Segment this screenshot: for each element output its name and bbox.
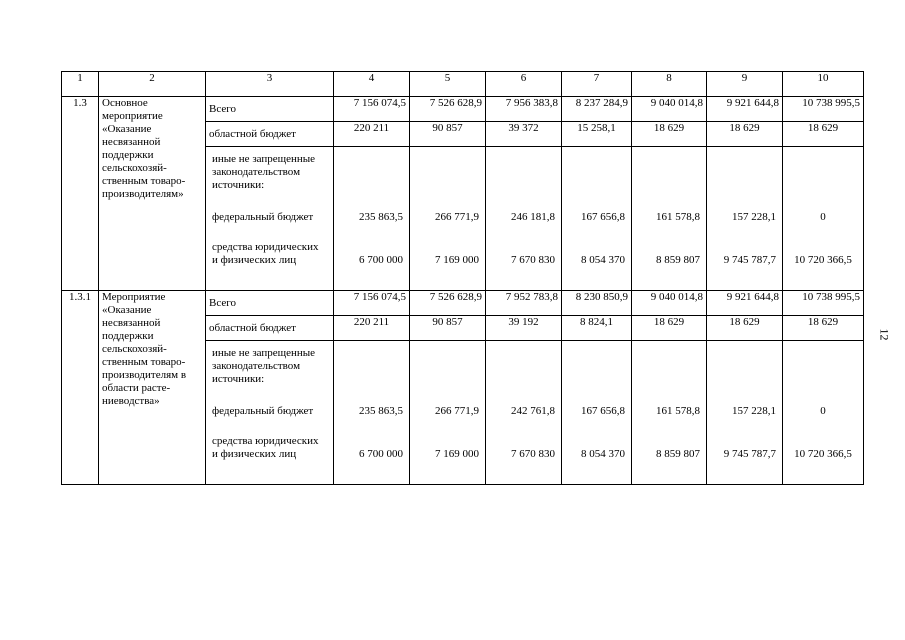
value-cell: 90 857 [410, 122, 486, 147]
legal-value: 10 720 366,5 [794, 448, 852, 460]
value-cell: 9 921 644,8 [707, 97, 783, 122]
legal-value: 9 745 787,7 [723, 254, 776, 266]
header-cell: 5 [410, 72, 486, 97]
row-label-total: Всего [206, 97, 334, 122]
value-cell [486, 147, 562, 291]
table-row [62, 291, 864, 316]
value-cell: 10 738 995,5 [783, 97, 864, 122]
row-label-total: Всего [206, 291, 334, 316]
value-cell: 7 526 628,9 [410, 291, 486, 316]
header-cell: 6 [486, 72, 562, 97]
federal-value: 242 761,8 [511, 405, 555, 417]
legal-value: 10 720 366,5 [794, 254, 852, 266]
value-cell: 8 230 850,9 [562, 291, 632, 316]
value-cell: 18 629 [707, 122, 783, 147]
header-cell: 4 [334, 72, 410, 97]
section-name: Основное мероприятие «Оказание несвязанной поддержки сельскохозяй-ственным товаро-производителям» [99, 97, 206, 291]
program-funding-table [61, 71, 864, 485]
federal-value: 167 656,8 [581, 211, 625, 223]
value-cell [707, 341, 783, 485]
row-label-legal-entities: средства юридических и физических лиц [212, 435, 319, 460]
value-cell: 15 258,1 [562, 122, 632, 147]
row-label-other-sources [206, 147, 334, 291]
header-cell: 10 [783, 72, 864, 97]
value-cell [486, 341, 562, 485]
section-name: Мероприятие «Оказание несвязанной поддержки сельскохозяй-ственным товаро-производителям в области расте-ниеводства» [99, 291, 206, 485]
header-cell: 8 [632, 72, 707, 97]
value-cell: 220 211 [334, 316, 410, 341]
legal-value: 7 169 000 [435, 448, 479, 460]
legal-value: 7 169 000 [435, 254, 479, 266]
federal-value: 235 863,5 [359, 211, 403, 223]
value-cell [410, 147, 486, 291]
value-cell [562, 341, 632, 485]
value-cell: 90 857 [410, 316, 486, 341]
value-cell: 18 629 [632, 122, 707, 147]
federal-value: 246 181,8 [511, 211, 555, 223]
federal-value: 266 771,9 [435, 405, 479, 417]
page-number: 12 [877, 328, 892, 341]
legal-value: 7 670 830 [511, 254, 555, 266]
value-cell [562, 147, 632, 291]
federal-value: 235 863,5 [359, 405, 403, 417]
value-cell: 7 956 383,8 [486, 97, 562, 122]
value-cell: 10 738 995,5 [783, 291, 864, 316]
federal-value: 0 [820, 211, 826, 223]
value-cell: 7 526 628,9 [410, 97, 486, 122]
value-cell: 9 040 014,8 [632, 97, 707, 122]
value-cell: 18 629 [783, 122, 864, 147]
value-cell: 18 629 [632, 316, 707, 341]
value-cell: 18 629 [783, 316, 864, 341]
value-cell: 8 824,1 [562, 316, 632, 341]
value-cell [334, 147, 410, 291]
other-sources-label: иные не запрещенные законодательством источники: [212, 347, 316, 385]
value-cell: 39 372 [486, 122, 562, 147]
section-code: 1.3 [62, 97, 99, 291]
value-cell: 7 156 074,5 [334, 291, 410, 316]
value-cell: 18 629 [707, 316, 783, 341]
header-cell: 7 [562, 72, 632, 97]
value-cell: 7 952 783,8 [486, 291, 562, 316]
value-cell [632, 147, 707, 291]
table-row [62, 97, 864, 122]
legal-value: 6 700 000 [359, 254, 403, 266]
legal-value: 8 054 370 [581, 448, 625, 460]
federal-value: 0 [820, 405, 826, 417]
value-cell [783, 341, 864, 485]
other-sources-label: иные не запрещенные законодательством источники: [212, 153, 316, 191]
legal-value: 8 054 370 [581, 254, 625, 266]
value-cell: 220 211 [334, 122, 410, 147]
legal-value: 7 670 830 [511, 448, 555, 460]
federal-value: 161 578,8 [656, 211, 700, 223]
value-cell [783, 147, 864, 291]
federal-value: 157 228,1 [732, 211, 776, 223]
header-row [62, 72, 864, 97]
value-cell: 39 192 [486, 316, 562, 341]
legal-value: 8 859 807 [656, 254, 700, 266]
value-cell: 8 237 284,9 [562, 97, 632, 122]
row-label-federal: федеральный бюджет [212, 405, 314, 417]
header-cell: 3 [206, 72, 334, 97]
section-code: 1.3.1 [62, 291, 99, 485]
federal-value: 266 771,9 [435, 211, 479, 223]
header-cell: 9 [707, 72, 783, 97]
value-cell [334, 341, 410, 485]
value-cell [632, 341, 707, 485]
header-cell: 1 [62, 72, 99, 97]
row-label-federal: федеральный бюджет [212, 211, 314, 223]
federal-value: 157 228,1 [732, 405, 776, 417]
legal-value: 9 745 787,7 [723, 448, 776, 460]
row-label-legal-entities: средства юридических и физических лиц [212, 241, 319, 266]
federal-value: 167 656,8 [581, 405, 625, 417]
value-cell: 7 156 074,5 [334, 97, 410, 122]
value-cell [707, 147, 783, 291]
value-cell: 9 921 644,8 [707, 291, 783, 316]
row-label-regional: областной бюджет [206, 122, 334, 147]
value-cell: 9 040 014,8 [632, 291, 707, 316]
legal-value: 6 700 000 [359, 448, 403, 460]
federal-value: 161 578,8 [656, 405, 700, 417]
header-cell: 2 [99, 72, 206, 97]
row-label-regional: областной бюджет [206, 316, 334, 341]
legal-value: 8 859 807 [656, 448, 700, 460]
value-cell [410, 341, 486, 485]
row-label-other-sources [206, 341, 334, 485]
